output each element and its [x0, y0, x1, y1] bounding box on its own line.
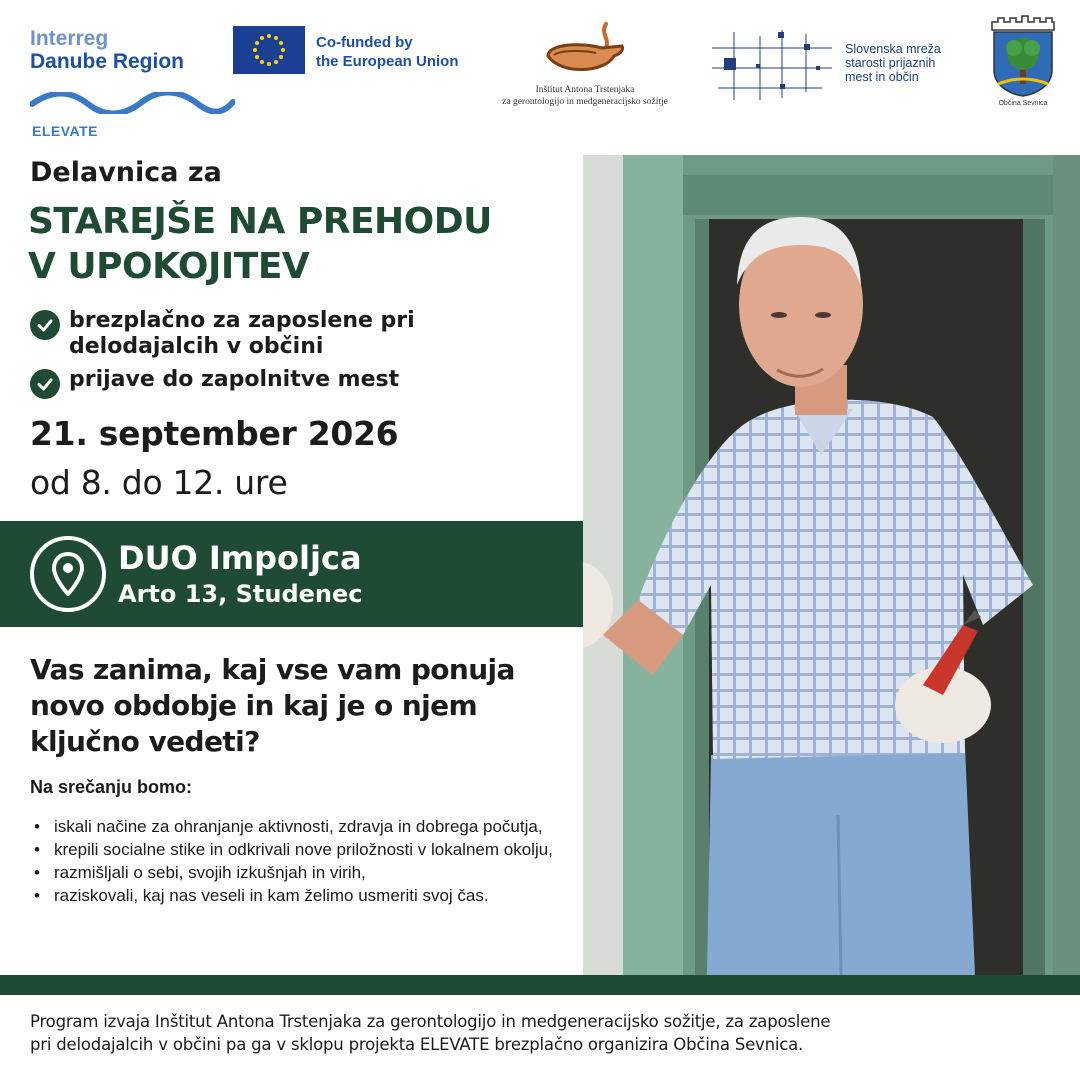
elevate-label: ELEVATE — [32, 123, 98, 139]
footer-text — [30, 1010, 1050, 1056]
venue-banner — [0, 521, 585, 627]
wave-icon — [30, 92, 235, 114]
oil-lamp-icon — [540, 20, 630, 82]
interreg-wordmark: Interreg — [30, 27, 109, 50]
location-pin-icon — [30, 536, 106, 612]
footer-line-2: pri delodajalcih v občini pa ga v sklopu projekta ELEVATE brezplačno organizira Občina Sevnica. — [30, 1035, 804, 1054]
iat-name — [495, 84, 675, 108]
question-heading — [30, 652, 590, 760]
list-item: • iskali načine za ohranjanje aktivnosti, zdravja in dobrega počutja, — [30, 815, 580, 838]
iat-logo — [495, 20, 675, 108]
iat-line-1: Inštitut Antona Trstenjaka — [535, 85, 635, 95]
footer-band — [0, 975, 1080, 995]
crest-caption: Občina Sevnica — [998, 100, 1048, 107]
check-text-registration: prijave do zapolnitve mest — [69, 367, 400, 392]
network-grid-icon — [712, 30, 832, 102]
senior-man-photo — [583, 155, 1080, 975]
event-date: 21. september 2026 — [30, 414, 399, 453]
check-free-line-2: delodajalcih v občini — [69, 334, 324, 359]
list-item: • krepili socialne stike in odkrivali nove priložnosti v lokalnem okolju, — [30, 838, 580, 861]
meeting-list — [30, 815, 580, 907]
workshop-title — [28, 199, 492, 289]
check-icon — [30, 310, 60, 340]
sevnica-crest — [988, 14, 1058, 107]
title-line-2: V UPOKOJITEV — [28, 246, 310, 287]
network-line-1: Slovenska mreža — [845, 42, 941, 56]
network-line-3: mest in občin — [845, 70, 919, 84]
check-item-free — [30, 308, 509, 360]
iat-line-2: za gerontologijo in medgeneracijsko sožitje — [502, 97, 668, 107]
question-line-1: Vas zanima, kaj vse vam ponuja — [30, 653, 515, 686]
check-item-registration — [30, 367, 509, 399]
list-item: • raziskovali, kaj nas veseli in kam želimo usmeriti svoj čas. — [30, 884, 580, 907]
venue-address: Arto 13, Studenec — [118, 580, 363, 608]
title-line-1: STAREJŠE NA PREHODU — [28, 201, 492, 242]
workshop-subtitle: Delavnica za — [30, 157, 222, 188]
interreg-logo — [30, 27, 240, 139]
check-icon — [30, 369, 60, 399]
question-line-3: ključno vedeti? — [30, 725, 260, 758]
check-free-line-1: brezplačno za zaposlene pri — [69, 308, 415, 333]
venue-name: DUO Impoljca — [118, 539, 362, 577]
list-item: • razmišljali o sebi, svojih izkušnjah in virih, — [30, 861, 580, 884]
check-text-free — [69, 308, 509, 360]
eu-line-1: Co-funded by — [316, 34, 413, 51]
footer-line-1: Program izvaja Inštitut Antona Trstenjaka za gerontologijo in medgeneracijsko sožitje, za zaposlene — [30, 1012, 831, 1031]
eu-cofunded-text — [316, 33, 459, 71]
meeting-heading: Na srečanju bomo: — [30, 777, 193, 797]
eu-line-2: the European Union — [316, 53, 459, 70]
crest-icon — [988, 14, 1058, 98]
network-line-2: starosti prijaznih — [845, 56, 936, 70]
eu-flag-icon — [233, 26, 305, 74]
event-time: od 8. do 12. ure — [30, 463, 288, 502]
interreg-region: Danube Region — [30, 50, 185, 73]
network-text — [845, 42, 941, 84]
question-line-2: novo obdobje in kaj je o njem — [30, 689, 478, 722]
